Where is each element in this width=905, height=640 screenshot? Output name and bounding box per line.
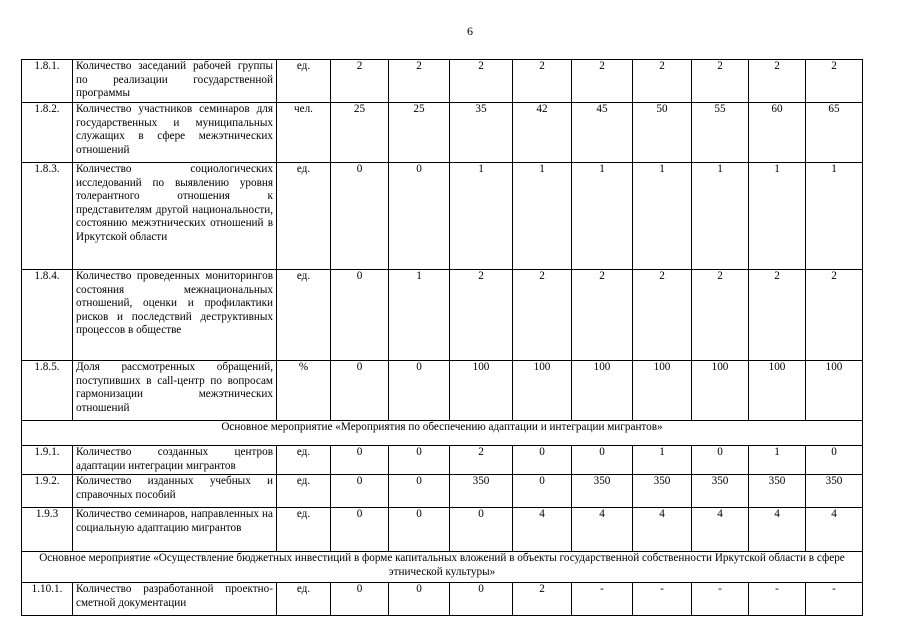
row-value: 4 bbox=[633, 508, 692, 552]
row-value: 1 bbox=[389, 270, 450, 361]
row-value: 1 bbox=[450, 163, 513, 270]
row-value: 100 bbox=[806, 361, 863, 421]
row-code: 1.10.1. bbox=[22, 583, 73, 616]
row-unit: ед. bbox=[277, 508, 331, 552]
row-code: 1.8.4. bbox=[22, 270, 73, 361]
row-value: 0 bbox=[513, 475, 572, 508]
row-code: 1.8.3. bbox=[22, 163, 73, 270]
row-value: 0 bbox=[331, 475, 389, 508]
row-value: 2 bbox=[331, 60, 389, 103]
row-value: 100 bbox=[633, 361, 692, 421]
row-value: 0 bbox=[389, 583, 450, 616]
row-value: 1 bbox=[572, 163, 633, 270]
row-unit: ед. bbox=[277, 270, 331, 361]
row-value: 2 bbox=[633, 270, 692, 361]
row-value: 0 bbox=[806, 446, 863, 475]
row-value: 2 bbox=[513, 583, 572, 616]
row-value: 4 bbox=[692, 508, 749, 552]
table-row bbox=[22, 508, 863, 552]
row-value: 4 bbox=[749, 508, 806, 552]
row-description: Количество семинаров, направленных на социальную адаптацию мигрантов bbox=[73, 508, 277, 552]
row-value: 25 bbox=[389, 103, 450, 163]
row-value: 0 bbox=[450, 583, 513, 616]
row-description: Количество проведенных мониторингов состояния межнациональных отношений, оценки и профилактики рисков и последствий деструктивных процессов в обществе bbox=[73, 270, 277, 361]
row-description: Количество социологических исследований по выявлению уровня толерантного отношения к представителям другой национальности, состоянию межэтнических отношений в Иркутской области bbox=[73, 163, 277, 270]
row-value: 2 bbox=[692, 270, 749, 361]
table-row bbox=[22, 60, 863, 103]
row-value: 0 bbox=[513, 446, 572, 475]
row-value: 1 bbox=[633, 163, 692, 270]
row-value: 0 bbox=[331, 361, 389, 421]
row-value: - bbox=[749, 583, 806, 616]
row-value: 100 bbox=[450, 361, 513, 421]
row-value: 350 bbox=[806, 475, 863, 508]
row-value: 100 bbox=[513, 361, 572, 421]
row-unit: ед. bbox=[277, 163, 331, 270]
row-value: - bbox=[692, 583, 749, 616]
row-value: 1 bbox=[749, 446, 806, 475]
row-value: 0 bbox=[389, 475, 450, 508]
row-value: 65 bbox=[806, 103, 863, 163]
section-title: Основное мероприятие «Осуществление бюджетных инвестиций в форме капитальных вложений в объекты государственной собственности Иркутской области в сфере этнической культуры» bbox=[22, 552, 863, 583]
table-row bbox=[22, 270, 863, 361]
row-unit: ед. bbox=[277, 583, 331, 616]
row-value: 100 bbox=[749, 361, 806, 421]
row-value: 0 bbox=[692, 446, 749, 475]
row-value: 0 bbox=[450, 508, 513, 552]
row-value: 0 bbox=[331, 508, 389, 552]
table-row bbox=[22, 583, 863, 616]
row-description: Количество созданных центров адаптации интеграции мигрантов bbox=[73, 446, 277, 475]
row-unit: ед. bbox=[277, 446, 331, 475]
row-value: 50 bbox=[633, 103, 692, 163]
row-value: 350 bbox=[633, 475, 692, 508]
row-value: - bbox=[806, 583, 863, 616]
row-value: 100 bbox=[572, 361, 633, 421]
table-row bbox=[22, 446, 863, 475]
row-code: 1.8.5. bbox=[22, 361, 73, 421]
row-value: 45 bbox=[572, 103, 633, 163]
row-value: - bbox=[633, 583, 692, 616]
row-value: 0 bbox=[331, 270, 389, 361]
row-value: 2 bbox=[513, 60, 572, 103]
row-code: 1.9.2. bbox=[22, 475, 73, 508]
row-value: 350 bbox=[572, 475, 633, 508]
row-value: 2 bbox=[450, 446, 513, 475]
row-description: Количество изданных учебных и справочных пособий bbox=[73, 475, 277, 508]
row-value: 35 bbox=[450, 103, 513, 163]
row-unit: чел. bbox=[277, 103, 331, 163]
row-value: 1 bbox=[513, 163, 572, 270]
row-value: 2 bbox=[633, 60, 692, 103]
row-value: 2 bbox=[389, 60, 450, 103]
row-value: 42 bbox=[513, 103, 572, 163]
row-value: 4 bbox=[572, 508, 633, 552]
row-value: 2 bbox=[692, 60, 749, 103]
row-value: 1 bbox=[692, 163, 749, 270]
indicators-table bbox=[21, 59, 863, 616]
table-row bbox=[22, 361, 863, 421]
row-value: 0 bbox=[331, 583, 389, 616]
row-value: 0 bbox=[331, 163, 389, 270]
row-unit: ед. bbox=[277, 475, 331, 508]
row-value: 2 bbox=[749, 270, 806, 361]
row-unit: % bbox=[277, 361, 331, 421]
row-value: 0 bbox=[572, 446, 633, 475]
row-unit: ед. bbox=[277, 60, 331, 103]
section-title: Основное мероприятие «Мероприятия по обеспечению адаптации и интеграции мигрантов» bbox=[22, 421, 863, 446]
section-row bbox=[22, 552, 863, 583]
row-code: 1.9.3 bbox=[22, 508, 73, 552]
table-row bbox=[22, 163, 863, 270]
row-description: Доля рассмотренных обращений, поступивших в call-центр по вопросам гармонизации межэтнических отношений bbox=[73, 361, 277, 421]
row-value: 2 bbox=[450, 60, 513, 103]
row-value: 350 bbox=[692, 475, 749, 508]
row-value: 0 bbox=[331, 446, 389, 475]
row-value: 350 bbox=[749, 475, 806, 508]
row-value: 0 bbox=[389, 446, 450, 475]
row-description: Количество заседаний рабочей группы по реализации государственной программы bbox=[73, 60, 277, 103]
table-row bbox=[22, 475, 863, 508]
row-value: 2 bbox=[806, 60, 863, 103]
row-value: 2 bbox=[806, 270, 863, 361]
row-value: 60 bbox=[749, 103, 806, 163]
row-value: 350 bbox=[450, 475, 513, 508]
row-value: 2 bbox=[513, 270, 572, 361]
row-value: 2 bbox=[749, 60, 806, 103]
row-value: 25 bbox=[331, 103, 389, 163]
section-row bbox=[22, 421, 863, 446]
row-value: 0 bbox=[389, 361, 450, 421]
table-row bbox=[22, 103, 863, 163]
row-value: 2 bbox=[572, 60, 633, 103]
row-value: - bbox=[572, 583, 633, 616]
row-value: 0 bbox=[389, 163, 450, 270]
row-value: 0 bbox=[389, 508, 450, 552]
row-code: 1.8.2. bbox=[22, 103, 73, 163]
page-number: 6 bbox=[467, 24, 473, 38]
row-code: 1.9.1. bbox=[22, 446, 73, 475]
row-value: 4 bbox=[806, 508, 863, 552]
row-value: 1 bbox=[633, 446, 692, 475]
row-value: 1 bbox=[806, 163, 863, 270]
row-value: 100 bbox=[692, 361, 749, 421]
row-value: 2 bbox=[450, 270, 513, 361]
row-value: 2 bbox=[572, 270, 633, 361]
row-value: 55 bbox=[692, 103, 749, 163]
row-code: 1.8.1. bbox=[22, 60, 73, 103]
row-value: 4 bbox=[513, 508, 572, 552]
row-description: Количество разработанной проектно-сметной документации bbox=[76, 583, 273, 609]
row-value: 1 bbox=[749, 163, 806, 270]
row-description: Количество участников семинаров для государственных и муниципальных служащих в сфере межэтнических отношений bbox=[73, 103, 277, 163]
